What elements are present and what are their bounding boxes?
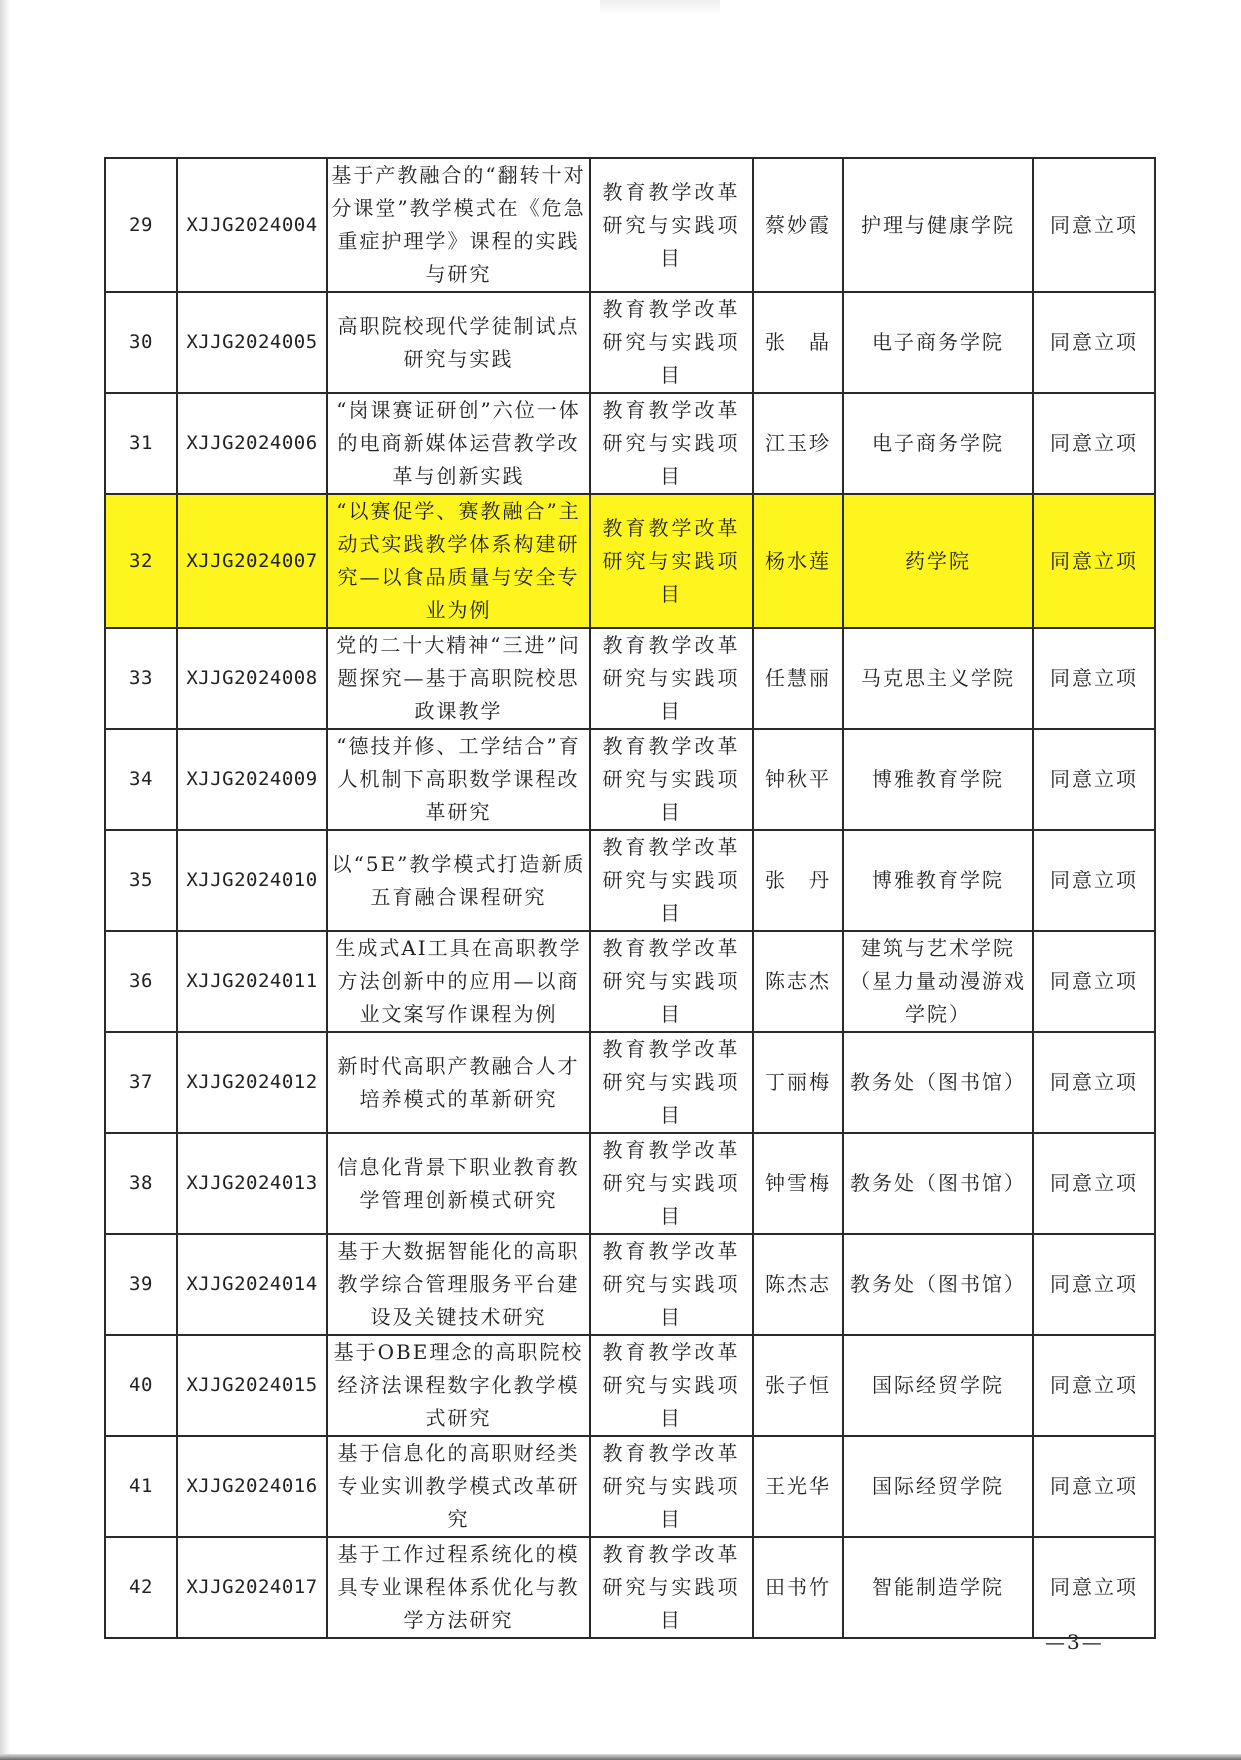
college-cell: 教务处（图书馆） — [843, 1032, 1033, 1133]
project-code-cell: XJJG2024014 — [177, 1234, 327, 1335]
project-type-cell: 教育教学改革研究与实践项目 — [590, 1335, 753, 1436]
row-number-cell: 39 — [105, 1234, 177, 1335]
project-type-cell: 教育教学改革研究与实践项目 — [590, 729, 753, 830]
college-cell: 博雅教育学院 — [843, 830, 1033, 931]
project-type-cell: 教育教学改革研究与实践项目 — [590, 931, 753, 1032]
row-number-cell: 36 — [105, 931, 177, 1032]
project-title-cell: 基于信息化的高职财经类专业实训教学模式改革研究 — [327, 1436, 590, 1537]
project-leader-cell: 杨水莲 — [753, 494, 843, 628]
page-bottom-edge — [0, 1754, 1241, 1760]
college-cell: 建筑与艺术学院（星力量动漫游戏学院） — [843, 931, 1033, 1032]
project-title-cell: “岗课赛证研创”六位一体的电商新媒体运营教学改革与创新实践 — [327, 393, 590, 494]
project-leader-cell: 田书竹 — [753, 1537, 843, 1638]
approval-result-cell: 同意立项 — [1033, 1537, 1155, 1638]
project-code-cell: XJJG2024012 — [177, 1032, 327, 1133]
project-code-cell: XJJG2024016 — [177, 1436, 327, 1537]
approval-result-cell: 同意立项 — [1033, 494, 1155, 628]
table-row — [105, 729, 1155, 830]
project-title-cell: 基于工作过程系统化的模具专业课程体系优化与教学方法研究 — [327, 1537, 590, 1638]
approval-result-cell: 同意立项 — [1033, 1436, 1155, 1537]
project-title-cell: 以“5E”教学模式打造新质五育融合课程研究 — [327, 830, 590, 931]
project-leader-cell: 任慧丽 — [753, 628, 843, 729]
project-type-cell: 教育教学改革研究与实践项目 — [590, 494, 753, 628]
approval-result-cell: 同意立项 — [1033, 1335, 1155, 1436]
project-title-cell: 基于大数据智能化的高职教学综合管理服务平台建设及关键技术研究 — [327, 1234, 590, 1335]
college-cell: 国际经贸学院 — [843, 1335, 1033, 1436]
project-title-cell: 基于OBE理念的高职院校经济法课程数字化教学模式研究 — [327, 1335, 590, 1436]
approval-result-cell: 同意立项 — [1033, 1133, 1155, 1234]
table-body — [105, 158, 1155, 1638]
project-type-cell: 教育教学改革研究与实践项目 — [590, 393, 753, 494]
table-row — [105, 494, 1155, 628]
project-code-cell: XJJG2024008 — [177, 628, 327, 729]
project-code-cell: XJJG2024009 — [177, 729, 327, 830]
approval-result-cell: 同意立项 — [1033, 158, 1155, 292]
approval-result-cell: 同意立项 — [1033, 1032, 1155, 1133]
project-type-cell: 教育教学改革研究与实践项目 — [590, 628, 753, 729]
approval-result-cell: 同意立项 — [1033, 628, 1155, 729]
college-cell: 智能制造学院 — [843, 1537, 1033, 1638]
table-row — [105, 1032, 1155, 1133]
college-cell: 教务处（图书馆） — [843, 1133, 1033, 1234]
project-code-cell: XJJG2024011 — [177, 931, 327, 1032]
approval-result-cell: 同意立项 — [1033, 292, 1155, 393]
college-cell: 马克思主义学院 — [843, 628, 1033, 729]
college-cell: 博雅教育学院 — [843, 729, 1033, 830]
project-leader-cell: 张子恒 — [753, 1335, 843, 1436]
project-type-cell: 教育教学改革研究与实践项目 — [590, 1234, 753, 1335]
college-cell: 药学院 — [843, 494, 1033, 628]
project-type-cell: 教育教学改革研究与实践项目 — [590, 830, 753, 931]
project-type-cell: 教育教学改革研究与实践项目 — [590, 158, 753, 292]
page-number: —3— — [1045, 1630, 1104, 1654]
table-row — [105, 628, 1155, 729]
row-number-cell: 38 — [105, 1133, 177, 1234]
college-cell: 国际经贸学院 — [843, 1436, 1033, 1537]
row-number-cell: 32 — [105, 494, 177, 628]
project-code-cell: XJJG2024010 — [177, 830, 327, 931]
project-leader-cell: 江玉珍 — [753, 393, 843, 494]
project-title-cell: 高职院校现代学徒制试点研究与实践 — [327, 292, 590, 393]
approval-result-cell: 同意立项 — [1033, 393, 1155, 494]
table-row — [105, 158, 1155, 292]
project-leader-cell: 陈杰志 — [753, 1234, 843, 1335]
project-approval-table — [104, 157, 1156, 1639]
project-code-cell: XJJG2024006 — [177, 393, 327, 494]
approval-result-cell: 同意立项 — [1033, 1234, 1155, 1335]
table-row — [105, 1335, 1155, 1436]
project-type-cell: 教育教学改革研究与实践项目 — [590, 1436, 753, 1537]
table-row — [105, 292, 1155, 393]
project-leader-cell: 钟秋平 — [753, 729, 843, 830]
project-code-cell: XJJG2024015 — [177, 1335, 327, 1436]
project-leader-cell: 陈志杰 — [753, 931, 843, 1032]
college-cell: 教务处（图书馆） — [843, 1234, 1033, 1335]
page-top-smudge — [600, 0, 720, 14]
row-number-cell: 41 — [105, 1436, 177, 1537]
project-leader-cell: 张 丹 — [753, 830, 843, 931]
project-leader-cell: 王光华 — [753, 1436, 843, 1537]
project-code-cell: XJJG2024013 — [177, 1133, 327, 1234]
project-title-cell: 基于产教融合的“翻转十对分课堂”教学模式在《危急重症护理学》课程的实践与研究 — [327, 158, 590, 292]
project-title-cell: 生成式AI工具在高职教学方法创新中的应用—以商业文案写作课程为例 — [327, 931, 590, 1032]
table-row — [105, 830, 1155, 931]
row-number-cell: 29 — [105, 158, 177, 292]
project-title-cell: “德技并修、工学结合”育人机制下高职数学课程改革研究 — [327, 729, 590, 830]
row-number-cell: 30 — [105, 292, 177, 393]
row-number-cell: 37 — [105, 1032, 177, 1133]
college-cell: 护理与健康学院 — [843, 158, 1033, 292]
row-number-cell: 40 — [105, 1335, 177, 1436]
project-type-cell: 教育教学改革研究与实践项目 — [590, 1032, 753, 1133]
project-code-cell: XJJG2024004 — [177, 158, 327, 292]
project-code-cell: XJJG2024017 — [177, 1537, 327, 1638]
project-type-cell: 教育教学改革研究与实践项目 — [590, 1537, 753, 1638]
project-title-cell: 新时代高职产教融合人才培养模式的革新研究 — [327, 1032, 590, 1133]
table-row — [105, 931, 1155, 1032]
project-leader-cell: 张 晶 — [753, 292, 843, 393]
project-title-cell: 信息化背景下职业教育教学管理创新模式研究 — [327, 1133, 590, 1234]
table-row — [105, 393, 1155, 494]
project-type-cell: 教育教学改革研究与实践项目 — [590, 1133, 753, 1234]
row-number-cell: 33 — [105, 628, 177, 729]
project-leader-cell: 丁丽梅 — [753, 1032, 843, 1133]
project-title-cell: “以赛促学、赛教融合”主动式实践教学体系构建研究—以食品质量与安全专业为例 — [327, 494, 590, 628]
page-edge-shadow — [0, 0, 10, 1760]
project-type-cell: 教育教学改革研究与实践项目 — [590, 292, 753, 393]
row-number-cell: 31 — [105, 393, 177, 494]
table-row — [105, 1133, 1155, 1234]
project-code-cell: XJJG2024005 — [177, 292, 327, 393]
project-code-cell: XJJG2024007 — [177, 494, 327, 628]
table-row — [105, 1436, 1155, 1537]
approval-result-cell: 同意立项 — [1033, 931, 1155, 1032]
table-row — [105, 1234, 1155, 1335]
row-number-cell: 34 — [105, 729, 177, 830]
project-leader-cell: 蔡妙霞 — [753, 158, 843, 292]
row-number-cell: 35 — [105, 830, 177, 931]
college-cell: 电子商务学院 — [843, 292, 1033, 393]
project-leader-cell: 钟雪梅 — [753, 1133, 843, 1234]
table-row — [105, 1537, 1155, 1638]
approval-result-cell: 同意立项 — [1033, 729, 1155, 830]
college-cell: 电子商务学院 — [843, 393, 1033, 494]
project-title-cell: 党的二十大精神“三进”问题探究—基于高职院校思政课教学 — [327, 628, 590, 729]
approval-result-cell: 同意立项 — [1033, 830, 1155, 931]
row-number-cell: 42 — [105, 1537, 177, 1638]
